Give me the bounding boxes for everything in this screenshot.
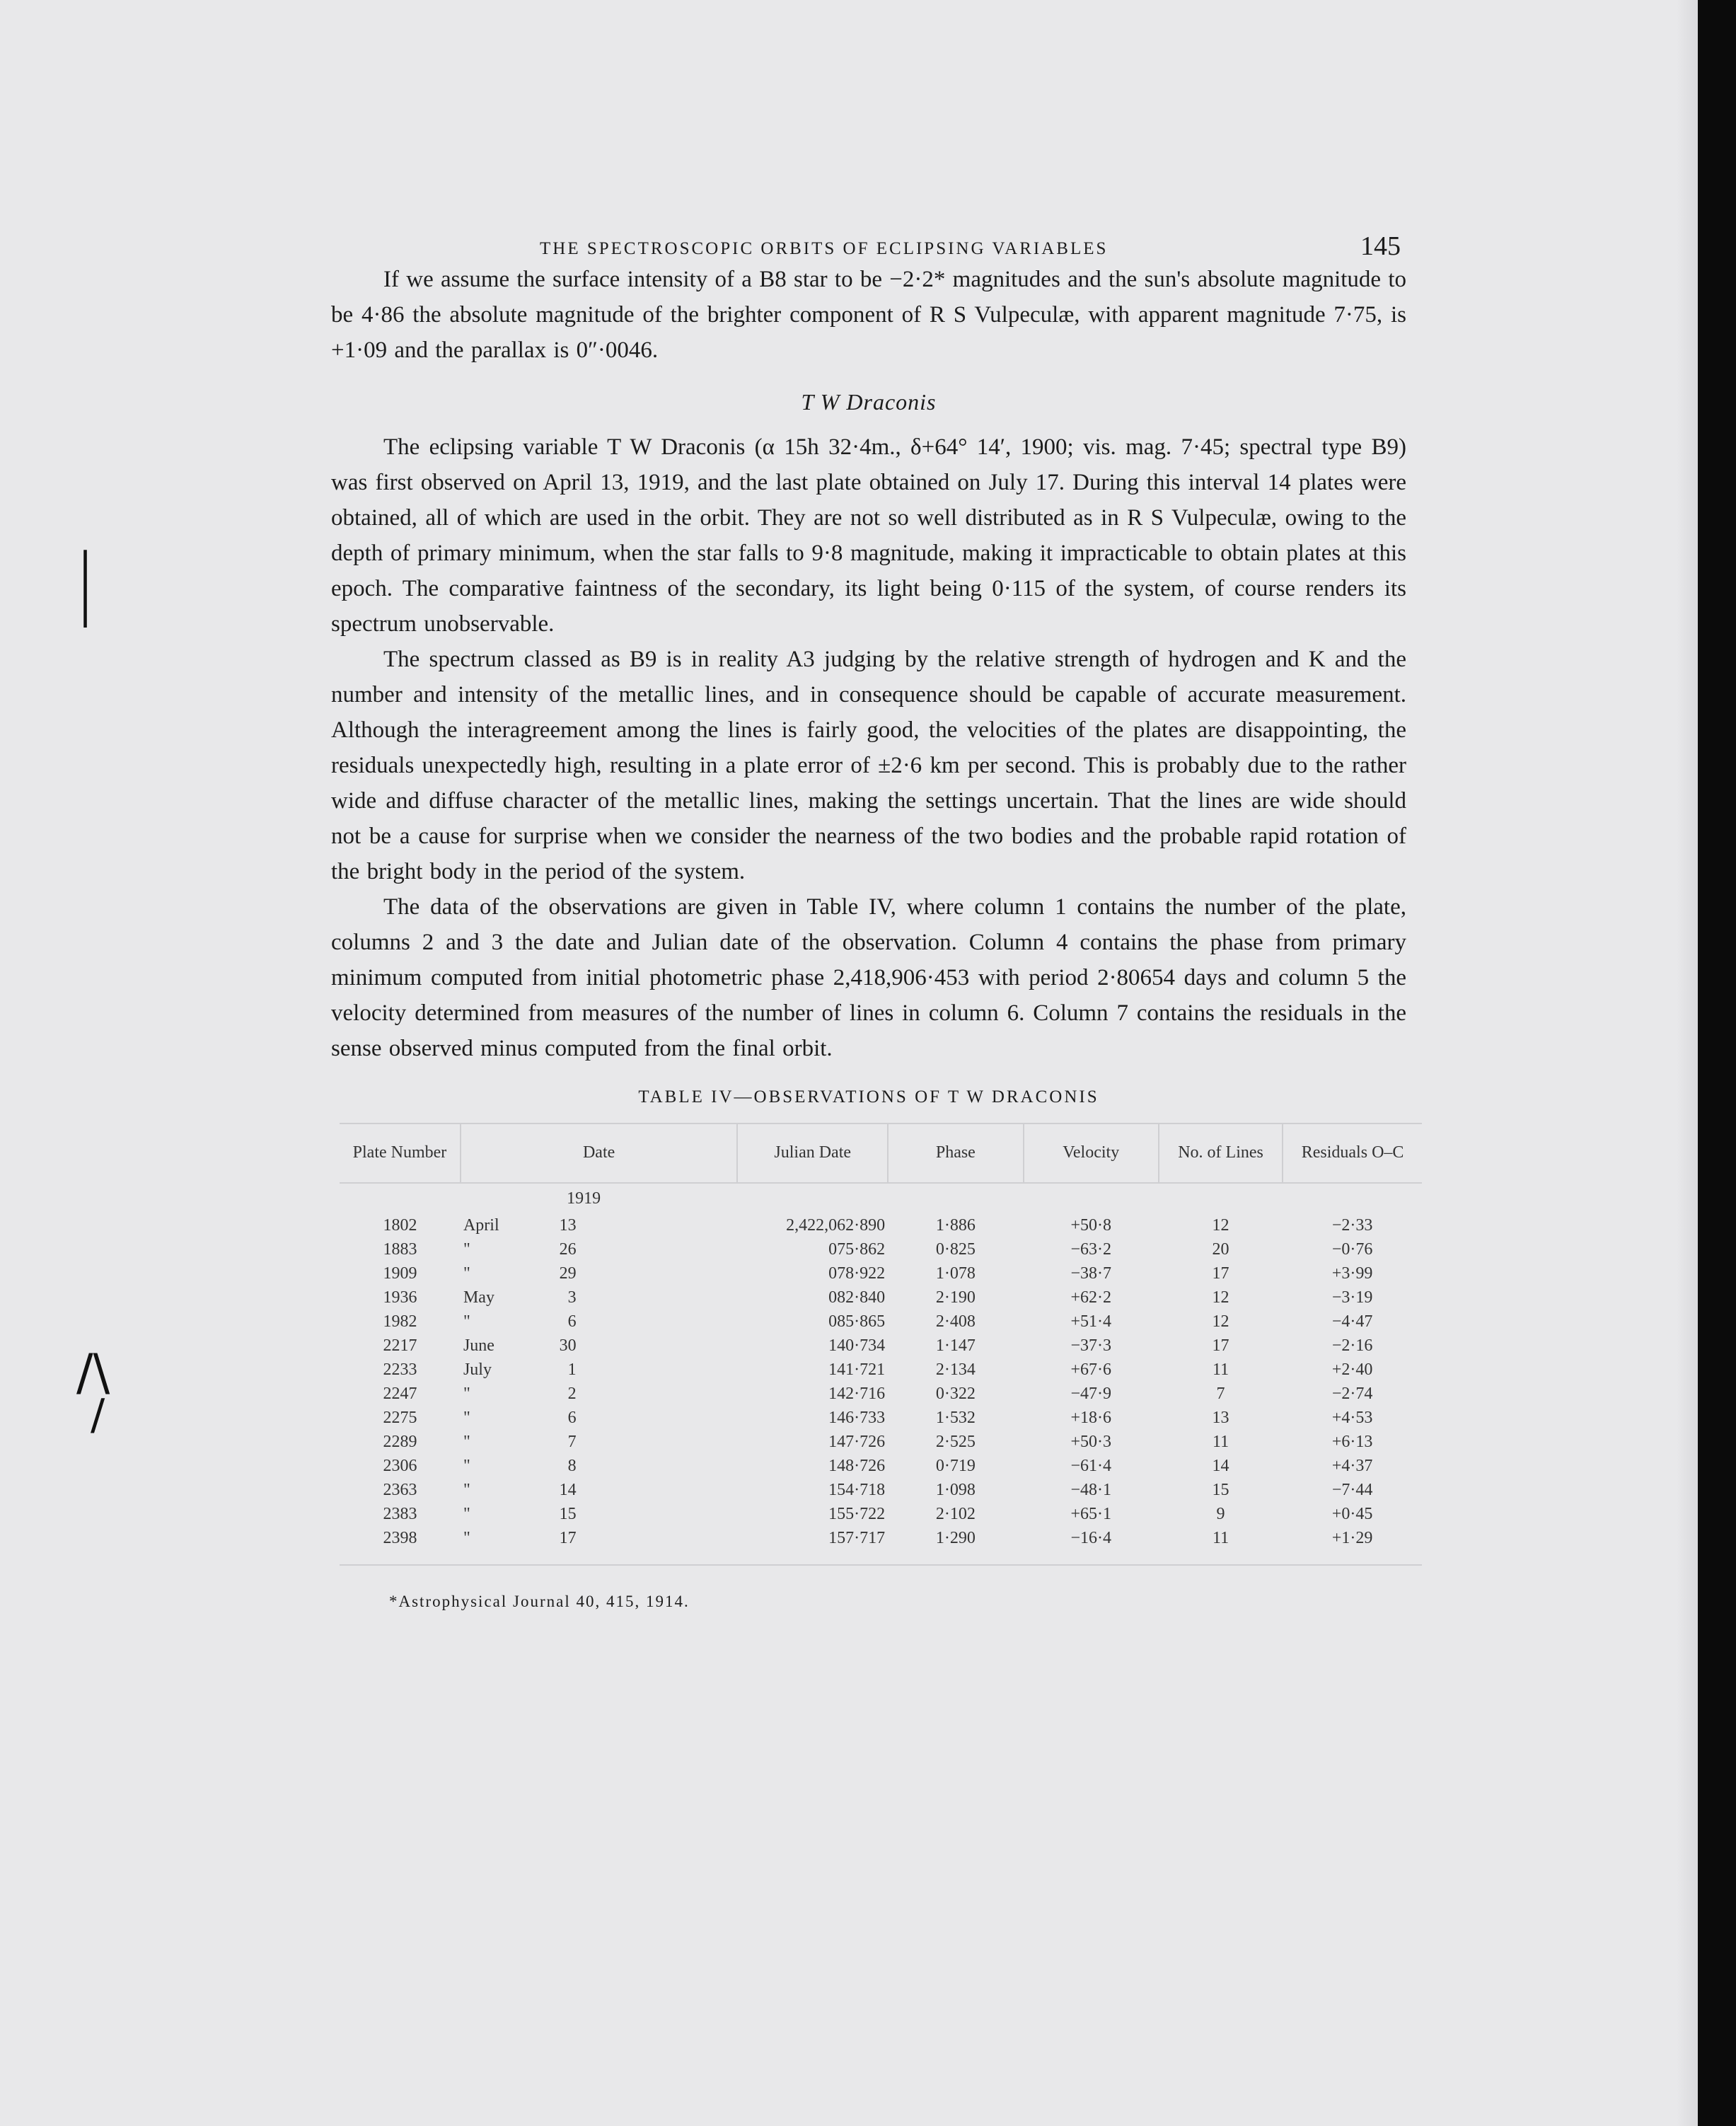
velocity-cell: +62·2 — [1070, 1288, 1111, 1307]
paragraph-table-description: The data of the observations are given in Table IV, where column 1 contains the number of the plate, columns 2 and 3 the date and Julian date of the observation. Column 4 contains the phase from primary minimum computed from initial photometric phase 2,418,906·453 with period 2·80654 days and column 5 the velocity determined from measures of the number of lines in column 6. Column 7 contains the residuals in the sense observed minus computed from the final orbit. — [331, 894, 1406, 1061]
gap-cell — [579, 1237, 738, 1261]
lines-cell: 17 — [1212, 1264, 1229, 1283]
header-julian: Julian Date — [737, 1123, 888, 1183]
page-edge — [1677, 0, 1698, 2126]
velocity-cell: +18·6 — [1070, 1409, 1111, 1427]
lines-cell: 12 — [1212, 1288, 1229, 1307]
month-cell: " — [463, 1409, 470, 1427]
month-cell: " — [461, 1526, 543, 1565]
plate-cell: 1936 — [383, 1288, 417, 1307]
phase-cell: 2·190 — [935, 1288, 976, 1307]
residual-cell: −2·74 — [1331, 1385, 1373, 1403]
table-row — [340, 1430, 1422, 1454]
velocity-cell: +51·4 — [1070, 1312, 1111, 1331]
velocity-cell: −63·2 — [1070, 1240, 1111, 1259]
table-row — [340, 1213, 1422, 1237]
residual-cell: +4·37 — [1331, 1457, 1373, 1475]
julian-date-cell: 075·862 — [828, 1240, 886, 1259]
julian-date-cell: 085·865 — [828, 1312, 886, 1331]
table-row — [340, 1286, 1422, 1310]
lines-cell: 14 — [1212, 1457, 1229, 1475]
gap-cell — [579, 1358, 738, 1382]
julian-date-cell: 155·722 — [828, 1505, 886, 1523]
gap-cell — [579, 1526, 738, 1565]
day-cell: 3 — [567, 1288, 577, 1307]
plate-cell: 2217 — [383, 1336, 417, 1355]
day-cell: 6 — [567, 1312, 577, 1331]
phase-cell: 1·886 — [935, 1216, 976, 1235]
lines-cell: 9 — [1216, 1505, 1225, 1523]
residual-cell: −2·16 — [1331, 1336, 1373, 1355]
gap-cell — [579, 1261, 738, 1286]
phase-cell: 1·098 — [935, 1481, 976, 1499]
phase-cell: 0·825 — [935, 1240, 976, 1259]
lines-cell: 11 — [1212, 1433, 1229, 1451]
plate-cell: 1883 — [383, 1240, 417, 1259]
julian-date-cell: 142·716 — [828, 1385, 886, 1403]
table-body — [340, 1183, 1422, 1565]
residual-cell: +4·53 — [1331, 1409, 1373, 1427]
table-row — [340, 1261, 1422, 1286]
section-heading: T W Draconis — [801, 389, 937, 415]
plate-cell: 2247 — [383, 1385, 417, 1403]
page-content — [331, 212, 1406, 1611]
paragraph-spectrum: The spectrum classed as B9 is in reality A3 judging by the relative strength of hydrogen and K and the number and intensity of the metallic lines, and in consequence should be capable of accurate measurement. Although the interagreement among the lines is fairly good, the velocities of the plates are disappointing, the residuals unexpectedly high, resulting in a plate error of ±2·6 km per second. This is probably due to the rather wide and diffuse character of the metallic lines, making the settings uncertain. That the lines are wide should not be a cause for surprise when we consider the nearness of the two bodies and the probable rapid rotation of the bright body in the period of the system. — [331, 647, 1406, 884]
residual-cell: −4·47 — [1331, 1312, 1373, 1331]
julian-date-cell: 157·717 — [737, 1526, 888, 1565]
footnote: *Astrophysical Journal 40, 415, 1914. — [389, 1593, 690, 1610]
header-plate: Plate Number — [340, 1123, 461, 1183]
lines-cell: 11 — [1159, 1526, 1283, 1565]
month-cell: " — [463, 1240, 470, 1259]
header-date: Date — [461, 1123, 737, 1183]
phase-cell: 2·102 — [935, 1505, 976, 1523]
month-cell: " — [463, 1481, 470, 1499]
month-cell: June — [463, 1336, 494, 1355]
plate-cell: 1982 — [383, 1312, 417, 1331]
margin-slash-mark: /\ — [76, 1344, 110, 1402]
month-cell: July — [463, 1360, 492, 1379]
julian-date-cell: 2,422,062·890 — [786, 1216, 886, 1235]
phase-cell: 1·290 — [888, 1526, 1023, 1565]
lines-cell: 20 — [1212, 1240, 1229, 1259]
month-cell: " — [463, 1312, 470, 1331]
lines-cell: 17 — [1212, 1336, 1229, 1355]
residual-cell: +2·40 — [1331, 1360, 1373, 1379]
julian-date-cell: 141·721 — [828, 1360, 886, 1379]
day-cell: 15 — [559, 1505, 577, 1523]
gap-cell — [579, 1478, 738, 1502]
day-cell: 13 — [559, 1216, 577, 1235]
lines-cell: 7 — [1216, 1385, 1225, 1403]
julian-date-cell: 154·718 — [828, 1481, 886, 1499]
running-head — [331, 212, 1406, 262]
day-cell: 6 — [567, 1409, 577, 1427]
table-header-row — [340, 1123, 1422, 1183]
month-cell: April — [463, 1216, 499, 1235]
day-cell: 7 — [567, 1433, 577, 1451]
table-row — [340, 1334, 1422, 1358]
julian-date-cell: 148·726 — [828, 1457, 886, 1475]
lines-cell: 11 — [1212, 1360, 1229, 1379]
day-cell: 8 — [567, 1457, 577, 1475]
plate-cell: 2275 — [383, 1409, 417, 1427]
velocity-cell: −48·1 — [1070, 1481, 1111, 1499]
header-lines: No. of Lines — [1159, 1123, 1283, 1183]
lines-cell: 13 — [1212, 1409, 1229, 1427]
page-number: 145 — [1360, 231, 1401, 261]
residual-cell: −3·19 — [1331, 1288, 1373, 1307]
residual-cell: −0·76 — [1331, 1240, 1373, 1259]
velocity-cell: +50·8 — [1070, 1216, 1111, 1235]
julian-date-cell: 147·726 — [828, 1433, 886, 1451]
day-cell: 30 — [559, 1336, 577, 1355]
table-row — [340, 1406, 1422, 1430]
julian-date-cell: 146·733 — [828, 1409, 886, 1427]
gap-cell — [579, 1502, 738, 1526]
year-label: 1919 — [567, 1189, 601, 1208]
plate-cell: 2398 — [340, 1526, 461, 1565]
header-phase: Phase — [888, 1123, 1023, 1183]
gap-cell — [579, 1454, 738, 1478]
paragraph-observations-intro: The eclipsing variable T W Draconis (α 15h 32·4m., δ+64° 14′, 1900; vis. mag. 7·45; spectral type B9) was first observed on April 13, 1919, and the last plate obtained on July 17. During this interval 14 plates were obtained, all of which are used in the orbit. They are not so well distributed as in R S Vulpeculæ, owing to the depth of primary minimum, when the star falls to 9·8 magnitude, making it impracticable to obtain plates at this epoch. The comparative faintness of the secondary, its light being 0·115 of the system, of course renders its spectrum unobservable. — [331, 434, 1406, 637]
day-cell: 14 — [559, 1481, 577, 1499]
gap-cell — [579, 1334, 738, 1358]
header-residuals: Residuals O–C — [1283, 1123, 1422, 1183]
gap-cell — [579, 1213, 738, 1237]
day-cell: 26 — [559, 1240, 577, 1259]
velocity-cell: +67·6 — [1070, 1360, 1111, 1379]
table-row — [340, 1526, 1422, 1565]
residual-cell: −7·44 — [1331, 1481, 1373, 1499]
table-row — [340, 1237, 1422, 1261]
plate-cell: 2383 — [383, 1505, 417, 1523]
day-cell: 29 — [559, 1264, 577, 1283]
month-cell: " — [463, 1457, 470, 1475]
phase-cell: 2·134 — [935, 1360, 976, 1379]
velocity-cell: +65·1 — [1070, 1505, 1111, 1523]
julian-date-cell: 140·734 — [828, 1336, 886, 1355]
table-caption: TABLE IV—OBSERVATIONS OF T W DRACONIS — [638, 1087, 1099, 1107]
plate-cell: 2289 — [383, 1433, 417, 1451]
gap-cell — [579, 1382, 738, 1406]
table-row — [340, 1358, 1422, 1382]
paragraph-absolute-magnitude: If we assume the surface intensity of a B8 star to be −2·2* magnitudes and the sun's absolute magnitude to be 4·86 the absolute magnitude of the brighter component of R S Vulpeculæ, with apparent magnitude 7·75, is +1·09 and the parallax is 0″·0046. — [331, 267, 1406, 363]
table-row — [340, 1382, 1422, 1406]
velocity-cell: −16·4 — [1024, 1526, 1159, 1565]
month-cell: " — [463, 1264, 470, 1283]
phase-cell: 1·078 — [935, 1264, 976, 1283]
year-row — [340, 1183, 1422, 1213]
gap-cell — [579, 1286, 738, 1310]
table-row — [340, 1310, 1422, 1334]
lines-cell: 12 — [1212, 1312, 1229, 1331]
day-cell: 17 — [543, 1526, 579, 1565]
table-row — [340, 1454, 1422, 1478]
observations-table — [340, 1123, 1422, 1566]
margin-slash-mark-2: / — [91, 1390, 105, 1440]
plate-cell: 2363 — [383, 1481, 417, 1499]
velocity-cell: −38·7 — [1070, 1264, 1111, 1283]
lines-cell: 15 — [1212, 1481, 1229, 1499]
julian-date-cell: 078·922 — [828, 1264, 886, 1283]
phase-cell: 0·322 — [935, 1385, 976, 1403]
velocity-cell: −47·9 — [1070, 1385, 1111, 1403]
lines-cell: 12 — [1212, 1216, 1229, 1235]
gap-cell — [579, 1310, 738, 1334]
month-cell: " — [463, 1505, 470, 1523]
month-cell: May — [463, 1288, 494, 1307]
residual-cell: +3·99 — [1331, 1264, 1373, 1283]
plate-cell: 2233 — [383, 1360, 417, 1379]
gap-cell — [579, 1430, 738, 1454]
phase-cell: 1·532 — [935, 1409, 976, 1427]
plate-cell: 2306 — [383, 1457, 417, 1475]
header-velocity: Velocity — [1024, 1123, 1159, 1183]
velocity-cell: +50·3 — [1070, 1433, 1111, 1451]
plate-cell: 1802 — [383, 1216, 417, 1235]
plate-cell: 1909 — [383, 1264, 417, 1283]
day-cell: 1 — [567, 1360, 577, 1379]
residual-cell: +0·45 — [1331, 1505, 1373, 1523]
residual-cell: −2·33 — [1331, 1216, 1373, 1235]
residual-cell: +1·29 — [1283, 1526, 1422, 1565]
day-cell: 2 — [567, 1385, 577, 1403]
phase-cell: 0·719 — [935, 1457, 976, 1475]
velocity-cell: −61·4 — [1070, 1457, 1111, 1475]
phase-cell: 1·147 — [935, 1336, 976, 1355]
month-cell: " — [463, 1433, 470, 1451]
phase-cell: 2·525 — [935, 1433, 976, 1451]
month-cell: " — [463, 1385, 470, 1403]
table-row — [340, 1502, 1422, 1526]
julian-date-cell: 082·840 — [828, 1288, 886, 1307]
running-title: THE SPECTROSCOPIC ORBITS OF ECLIPSING VARIABLES — [540, 239, 1109, 258]
velocity-cell: −37·3 — [1070, 1336, 1111, 1355]
phase-cell: 2·408 — [935, 1312, 976, 1331]
gap-cell — [579, 1406, 738, 1430]
margin-bracket-mark: | — [79, 537, 92, 628]
table-row — [340, 1478, 1422, 1502]
residual-cell: +6·13 — [1331, 1433, 1373, 1451]
